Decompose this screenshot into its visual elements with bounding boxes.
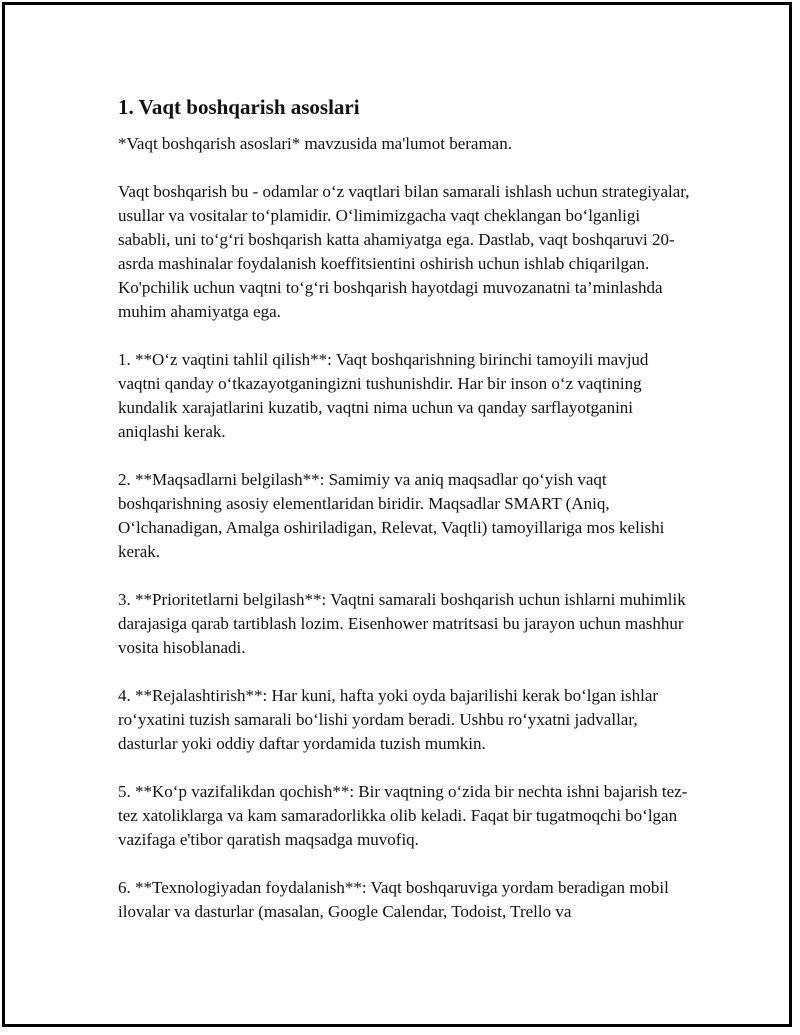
- intro-paragraph: *Vaqt boshqarish asoslari* mavzusida ma'lumot beraman.: [118, 134, 512, 153]
- list-item-3: 3. **Prioritetlarni belgilash**: Vaqtni samarali boshqarish uchun ishlarni muhimlik darajasiga qarab tartiblash lozim. Eisenhower matritsasi bu jarayon uchun mashhur vosita hisoblanadi.: [118, 590, 686, 657]
- list-item-5: 5. **Ko‘p vazifalikdan qochish**: Bir vaqtning o‘zida bir nechta ishni bajarish tez-tez xatoliklarga va kam samaradorlikka olib keladi. Faqat bir tugatmoqchi bo‘lgan vazifaga e'tibor qaratish maqsadga muvofiq.: [118, 782, 688, 849]
- definition-paragraph: Vaqt boshqarish bu - odamlar o‘z vaqtlari bilan samarali ishlash uchun strategiyalar, usullar va vositalar to‘plamidir. O‘limimizgacha vaqt cheklangan bo‘lganligi sababli, uni to‘g‘ri boshqarish katta ahamiyatga ega. Dastlab, vaqt boshqaruvi 20-asrda mashinalar foydalanish koeffitsientini oshirish uchun ishlab chiqarilgan. Ko'pchilik uchun vaqtni to‘g‘ri boshqarish hayotdagi muvozanatni ta’minlashda muhim ahamiyatga ega.: [118, 182, 690, 321]
- list-item-6: 6. **Texnologiyadan foydalanish**: Vaqt boshqaruviga yordam beradigan mobil ilovalar va dasturlar (masalan, Google Calendar, Todoist, Trello va: [118, 878, 669, 921]
- list-item-4: 4. **Rejalashtirish**: Har kuni, hafta yoki oyda bajarilishi kerak bo‘lgan ishlar ro‘yxatini tuzish samarali bo‘lishi yordam beradi. Ushbu ro‘yxatni jadvallar, dasturlar yoki oddiy daftar yordamida tuzish mumkin.: [118, 686, 659, 753]
- list-item-2: 2. **Maqsadlarni belgilash**: Samimiy va aniq maqsadlar qo‘yish vaqt boshqarishning asosiy elementlaridan biridir. Maqsadlar SMART (Aniq, O‘lchanadigan, Amalga oshiriladigan, Relevat, Vaqtli) tamoyillariga mos kelishi kerak.: [118, 470, 665, 561]
- document-title: 1. Vaqt boshqarish asoslari: [118, 95, 360, 119]
- document-body: [118, 92, 693, 948]
- list-item-1: 1. **O‘z vaqtini tahlil qilish**: Vaqt boshqarishning birinchi tamoyili mavjud vaqtni qanday o‘tkazayotganingizni tushunishdir. Har bir inson o‘z vaqtining kundalik xarajatlarini kuzatib, vaqtni nima uchun va qanday sarflayotganini aniqlashi kerak.: [118, 350, 649, 441]
